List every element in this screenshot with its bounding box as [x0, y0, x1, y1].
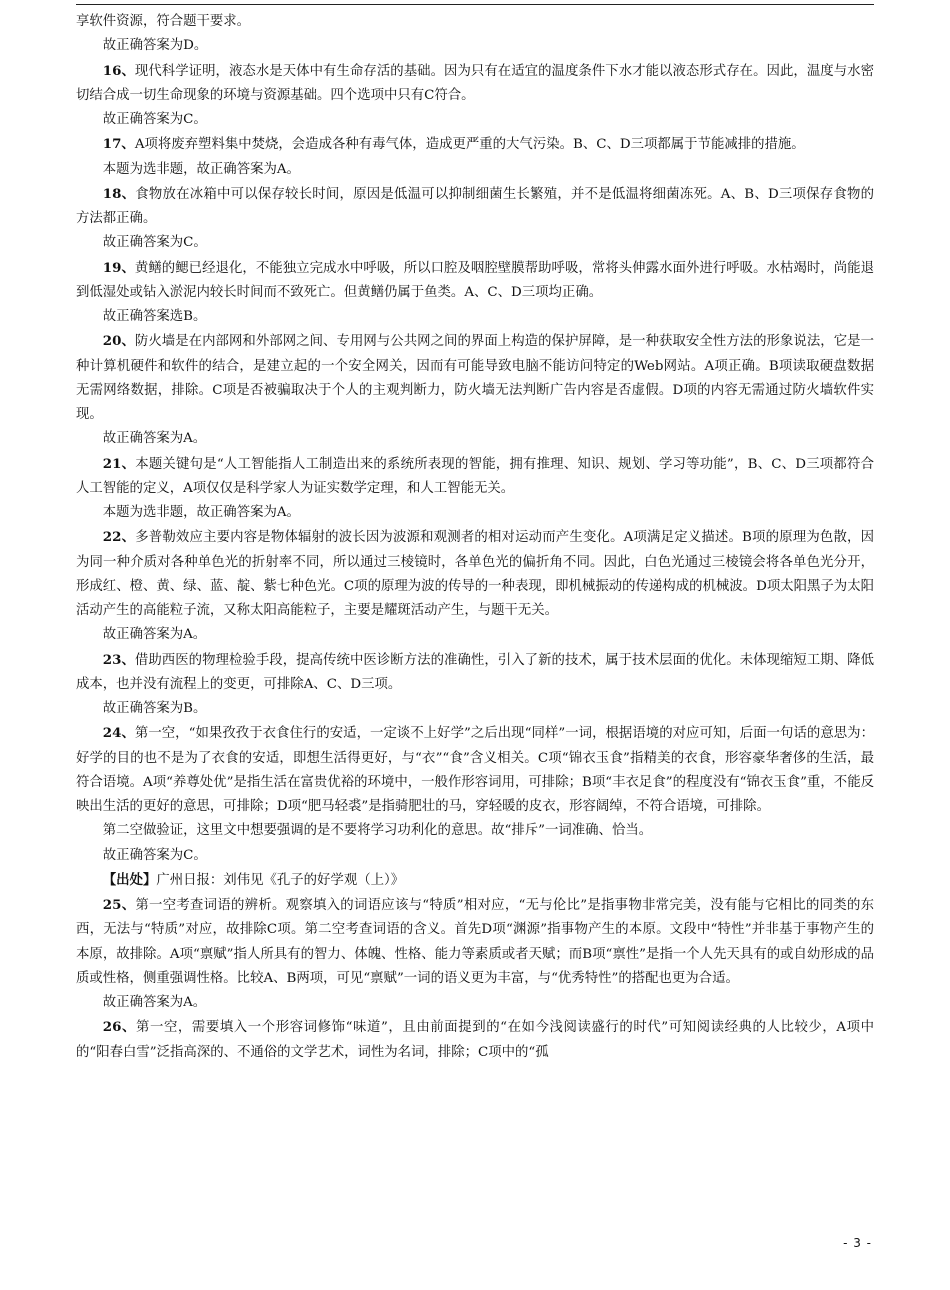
question-explanation: [76, 721, 874, 819]
source-text: 广州日报：刘伟见《孔子的好学观（上）》: [156, 872, 405, 888]
answer-line: 故正确答案为A。: [102, 431, 207, 447]
question-number: 20、: [102, 333, 135, 350]
explanation-text: 第一空，需要填入一个形容词修饰“味道”，且由前面提到的“在如今浅阅读盛行的时代”可知阅读经典的人比较少，A项中的“阳春白雪”泛指高深的、不通俗的文学艺术，词性为名词，排除；C项中的“孤: [76, 1020, 874, 1060]
explanation-text: 黄鳝的鳃已经退化，不能独立完成水中呼吸，所以口腔及咽腔壁膜帮助呼吸，常将头伸露水面外进行呼吸。水枯竭时，尚能退到低湿处或钻入淤泥内较长时间而不致死亡。但黄鳝仍属于鱼类。A、C、D三项均正确。: [76, 260, 874, 300]
continued-text: 享软件资源，符合题干要求。: [76, 14, 251, 29]
explanation-text: 第一空考查词语的辨析。观察填入的词语应该与“特质”相对应，“无与伦比”是指事物非常完美，没有能与它相比的同类的东西，无法与“特质”对应，故排除C项。第二空考查词语的含义。首先D项“渊源”指事物产生的本原。文段中“特性”并非基于事物产生的本原，故排除。A项“禀赋”指人所具有的智力、体魄、性格、能力等素质或者天赋；而B项“禀性”是指一个人先天具有的或自幼形成的品质或性格，侧重强调性格。比较A、B两项，可见“禀赋”一词的语义更为丰富，与“优秀特性”的搭配也更为合适。: [76, 898, 874, 986]
question-explanation: [76, 329, 874, 427]
explanation-text: 借助西医的物理检验手段，提高传统中医诊断方法的准确性，引入了新的技术，属于技术层面的优化。未体现缩短工期、降低成本，也并没有流程上的变更，可排除A、C、D三项。: [76, 652, 874, 692]
source-tag: 【出处】: [102, 871, 157, 888]
question-number: 21、: [102, 455, 136, 472]
question-explanation: [76, 256, 874, 306]
source-line: [76, 868, 874, 893]
explanation-text: 现代科学证明，液态水是天体中有生命存活的基础。因为只有在适宜的温度条件下水才能以液态形式存在。因此，温度与水密切结合成一切生命现象的环境与资源基础。四个选项中只有C符合。: [76, 63, 874, 103]
question-number: 24、: [102, 725, 135, 742]
question-explanation: [76, 132, 874, 157]
answer-line: 故正确答案选B。: [102, 309, 207, 324]
question-explanation: [76, 648, 874, 698]
answer-line: 故正确答案为B。: [102, 701, 207, 716]
question-explanation: [76, 525, 874, 623]
document-body: [76, 10, 874, 1065]
explanation-text: 多普勒效应主要内容是物体辐射的波长因为波源和观测者的相对运动而产生变化。A项满足定义描述。B项的原理为色散，因为同一种介质对各种单色光的折射率不同，所以通过三棱镜时，各单色光的偏折角不同。因此，白色光通过三棱镜会将各单色光分开，形成红、橙、黄、绿、蓝、靛、紫七种色光。C项的原理为波的传导的一种表现，即机械振动的传递构成的机械波。D项太阳黑子为太阳活动产生的高能粒子流，又称太阳高能粒子，主要是耀斑活动产生，与题干无关。: [76, 530, 874, 618]
header-rule: [76, 4, 874, 5]
answer-line: 本题为选非题，故正确答案为A。: [102, 161, 300, 177]
explanation-text: 食物放在冰箱中可以保存较长时间，原因是低温可以抑制细菌生长繁殖，并不是低温将细菌冻死。A、B、D三项保存食物的方法都正确。: [76, 186, 874, 226]
answer-line: 故正确答案为A。: [102, 627, 207, 643]
answer-line: 故正确答案为C。: [102, 847, 207, 863]
question-number: 25、: [102, 897, 136, 913]
question-explanation: [76, 893, 874, 991]
question-explanation: [76, 1015, 874, 1065]
page-number: - 3 -: [843, 1236, 872, 1250]
answer-line: 故正确答案为D。: [102, 38, 208, 54]
answer-line: 第二空做验证，这里文中想要强调的是不要将学习功利化的意思。故“排斥”一词准确、恰当。: [102, 823, 653, 839]
explanation-text: 第一空，“如果孜孜于衣食住行的安适，一定谈不上好学”之后出现“同样”一词，根据语境的对应可知，后面一句话的意思为：好学的目的也不是为了衣食的安适，即想生活得更好，与“衣”“食”含义相关。C项“锦衣玉食”指精美的衣食，形容豪华奢侈的生活，最符合语境。A项“养尊处优”是指生活在富贵优裕的环境中，一般作形容词用，可排除；B项“丰衣足食”的程度没有“锦衣玉食”重，不能反映出生活的更好的意思，可排除；D项“肥马轻裘”是指骑肥壮的马，穿轻暖的皮衣，形容阔绰，不符合语境，可排除。: [76, 726, 874, 814]
explanation-text: A项将废弃塑料集中焚烧，会造成各种有毒气体，造成更严重的大气污染。B、C、D三项都属于节能减排的措施。: [134, 137, 805, 153]
question-explanation: [76, 59, 874, 109]
question-number: 22、: [102, 529, 136, 546]
answer-line: 本题为选非题，故正确答案为A。: [102, 505, 300, 520]
question-explanation: [76, 452, 874, 502]
question-number: 16、: [102, 62, 135, 79]
explanation-text: 防火墙是在内部网和外部网之间、专用网与公共网之间的界面上构造的保护屏障，是一种获取安全性方法的形象说法，它是一种计算机硬件和软件的结合，是建立起的一个安全网关，因而有可能导致电脑不能访问特定的Web网站。A项正确。B项读取硬盘数据无需网络数据，排除。C项是否被骗取决于个人的主观判断力，防火墙无法判断广告内容是否虚假。D项的内容无需通过防火墙软件实现。: [76, 334, 874, 422]
question-number: 23、: [102, 651, 135, 668]
question-number: 17、: [102, 136, 135, 153]
answer-line: 故正确答案为A。: [102, 995, 207, 1010]
answer-line: 故正确答案为C。: [102, 235, 207, 251]
question-number: 26、: [102, 1019, 136, 1036]
question-number: 18、: [102, 185, 136, 202]
question-explanation: [76, 182, 874, 232]
answer-line: 故正确答案为C。: [102, 112, 207, 127]
explanation-text: 本题关键句是“人工智能指人工制造出来的系统所表现的智能，拥有推理、知识、规划、学习等功能”，B、C、D三项都符合人工智能的定义，A项仅仅是科学家人为证实数学定理，和人工智能无关。: [76, 456, 874, 496]
question-number: 19、: [102, 259, 135, 276]
